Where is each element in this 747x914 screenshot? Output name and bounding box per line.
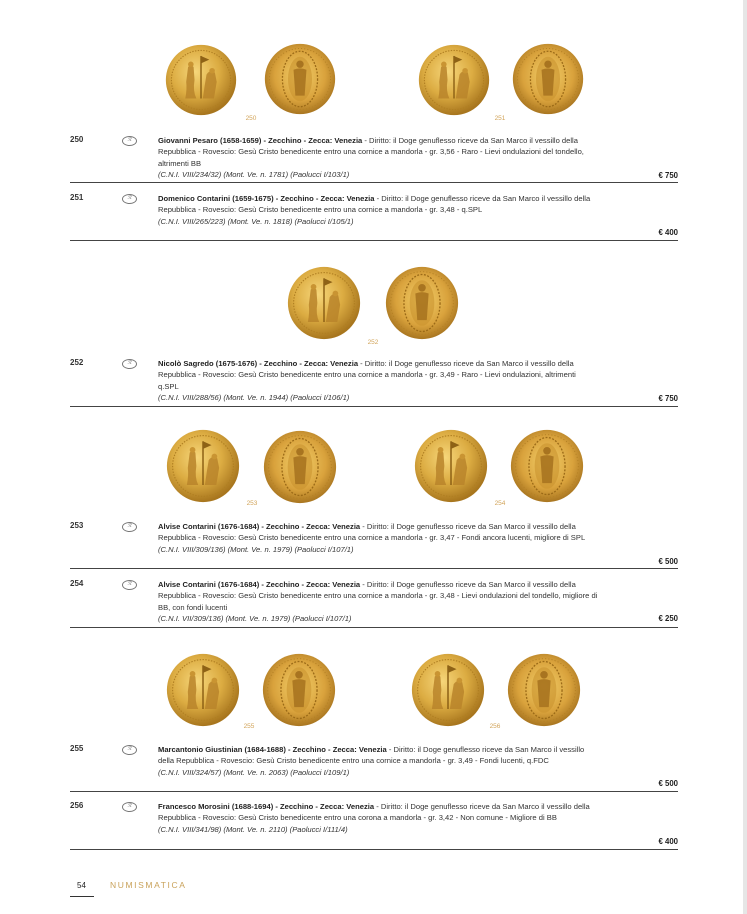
lot-number: 256 [70,801,84,810]
lot-details: - Diritto: il Doge genuflesso riceve da San Marco il vessillo della Repubblica - Rovescio: Gesù Cristo benedicente entro una corona a mandorla - gr. 3,42 - Non comune - Migliore di BB [158,802,590,823]
page-edge [743,0,747,914]
coin-type-icon: ℛ [122,522,137,532]
coin-type-icon: ℛ [122,802,137,812]
lot-divider [70,791,678,792]
lot-description [158,135,598,180]
coin-label-253: 253 [246,500,258,507]
lot-reference: (C.N.I. VIII/341/98) (Mont. Ve. n. 2110) (Paolucci I/111/4) [158,824,348,834]
lot-number: 252 [70,358,84,367]
lot-divider [70,627,678,628]
lot-description [158,744,598,778]
lot-number: 253 [70,521,84,530]
lot-price: € 500 [658,557,678,566]
coin-254-obverse-image [413,428,489,504]
lot-divider [70,240,678,241]
lot-reference: (C.N.I. VIII/288/56) (Mont. Ve. n. 1944) (Paolucci I/106/1) [158,392,350,402]
coin-254-reverse-image [509,428,585,504]
coin-253-reverse-image [262,429,338,505]
lot-price: € 250 [658,614,678,623]
lot-description [158,801,598,835]
lot-reference: (C.N.I. VII/309/136) (Mont. Ve. n. 1979) (Paolucci I/107/1) [158,613,352,623]
lot-title: Domenico Contarini (1659-1675) - Zecchino - Zecca: Venezia [158,194,375,203]
coin-label-250: 250 [245,115,257,122]
coin-251-reverse-image [511,42,585,116]
lot-details: - Diritto: il Doge genuflesso riceve da San Marco il vessillo della Repubblica - Rovescio: Gesù Cristo benedicente entro una cornice a mandorla - gr. 3,56 - Raro - Lievi ondulazioni del tondello, altrimenti BB [158,136,584,168]
coin-250-obverse-image [164,43,238,117]
lot-price: € 500 [658,779,678,788]
lot-reference: (C.N.I. VIII/309/136) (Mont. Ve. n. 1979) (Paolucci I/107/1) [158,544,354,554]
lot-reference: (C.N.I. VIII/324/57) (Mont. Ve. n. 2063) (Paolucci I/109/1) [158,767,350,777]
coin-255-reverse-image [261,652,337,728]
coin-251-obverse-image [417,43,491,117]
lot-entry [70,744,678,794]
coin-label-255: 255 [243,723,255,730]
lot-details: - Diritto: il Doge genuflesso riceve da San Marco il vessillo della Repubblica - Rovescio: Gesù Cristo benedicente entro una cornice a mandorla - gr. 3,49 - Fondi lucenti, q.FDC [158,745,585,766]
lot-title: Nicolò Sagredo (1675-1676) - Zecchino - Zecca: Venezia [158,359,359,368]
coin-252-obverse-image [286,265,362,341]
lot-price: € 750 [658,394,678,403]
lot-entry [70,521,678,571]
lot-reference: (C.N.I. VIII/234/32) (Mont. Ve. n. 1781) (Paolucci I/103/1) [158,169,350,179]
lot-description [158,193,598,227]
lot-reference: (C.N.I. VIII/265/223) (Mont. Ve. n. 1818) (Paolucci I/105/1) [158,216,354,226]
lot-price: € 400 [658,837,678,846]
lot-number: 255 [70,744,84,753]
coin-252-reverse-image [384,265,460,341]
coin-label-251: 251 [494,115,506,122]
lot-details: - Diritto: il Doge genuflesso riceve da San Marco il vessillo della Repubblica - Rovescio: Gesù Cristo benedicente entro una cornice a mandorla - gr. 3,48 - Lievi ondulazioni del tondello, migliore di BB, con fondi lucenti [158,580,598,612]
lot-title: Alvise Contarini (1676-1684) - Zecchino - Zecca: Venezia [158,580,361,589]
lot-title: Francesco Morosini (1688-1694) - Zecchino - Zecca: Venezia [158,802,375,811]
lot-title: Giovanni Pesaro (1658-1659) - Zecchino - Zecca: Venezia [158,136,363,145]
page-number-rule [70,896,94,897]
lot-entry [70,579,678,629]
lot-details: - Diritto: il Doge genuflesso riceve da San Marco il vessillo della Repubblica - Rovescio: Gesù Cristo benedicente entro una cornice a mandorla - gr. 3,48 - q.SPL [158,194,591,215]
lot-price: € 750 [658,171,678,180]
lot-entry [70,193,678,243]
lot-description [158,521,598,555]
lot-details: - Diritto: il Doge genuflesso riceve da San Marco il vessillo della Repubblica - Rovescio: Gesù Cristo benedicente entro una cornice a mandorla - gr. 3,47 - Fondi ancora lucenti, migliore di SPL [158,522,586,543]
lot-title: Alvise Contarini (1676-1684) - Zecchino - Zecca: Venezia [158,522,361,531]
lot-number: 254 [70,579,84,588]
coin-253-obverse-image [165,428,241,504]
coin-type-icon: ℛ [122,359,137,369]
lot-entry [70,801,678,853]
coin-type-icon: ℛ [122,136,137,146]
lot-price: € 400 [658,228,678,237]
lot-divider [70,182,678,183]
lot-divider [70,849,678,850]
coin-label-252: 252 [367,339,379,346]
lot-divider [70,568,678,569]
coin-label-254: 254 [494,500,506,507]
lot-entry [70,358,678,408]
coin-type-icon: ℛ [122,745,137,755]
section-title: NUMISMATICA [110,880,187,890]
coin-255-obverse-image [165,652,241,728]
lot-description [158,358,598,403]
coin-type-icon: ℛ [122,580,137,590]
lot-divider [70,406,678,407]
coin-256-obverse-image [410,652,486,728]
coin-type-icon: ℛ [122,194,137,204]
page-number: 54 [77,881,86,890]
lot-description [158,579,598,624]
lot-title: Marcantonio Giustinian (1684-1688) - Zecchino - Zecca: Venezia [158,745,387,754]
lot-number: 251 [70,193,84,202]
lot-number: 250 [70,135,84,144]
coin-label-256: 256 [489,723,501,730]
lot-entry [70,135,678,185]
coin-256-reverse-image [506,652,582,728]
lot-details: - Diritto: il Doge genuflesso riceve da San Marco il vessillo della Repubblica - Rovescio: Gesù Cristo benedicente entro una cornice a mandorla - gr. 3,49 - Raro - Lievi ondulazioni, altrimenti q.SPL [158,359,576,391]
coin-250-reverse-image [263,42,337,116]
